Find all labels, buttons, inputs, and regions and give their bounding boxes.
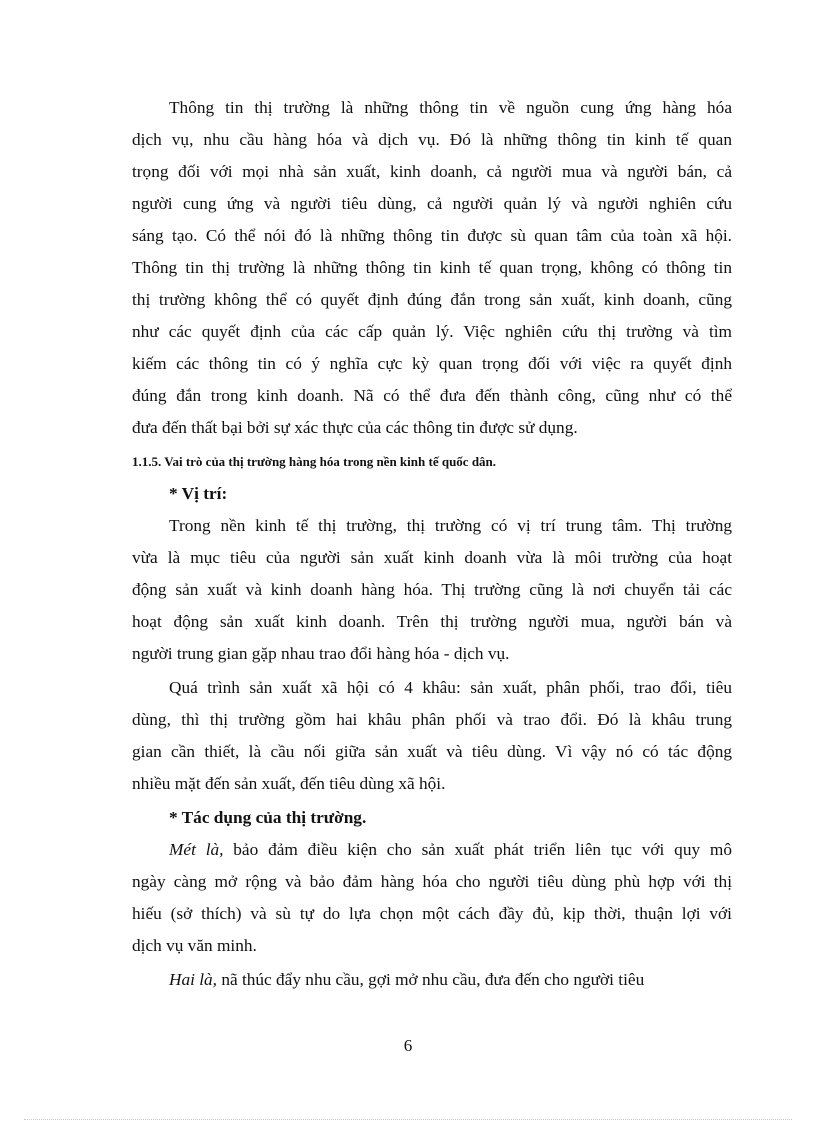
- text-line: như các quyết định của các cấp quản lý. Việc nghiên cứu thị trường và tìm: [132, 322, 732, 341]
- text-line: hoạt động sản xuất kinh doanh. Trên thị trường người mua, người bán và: [132, 612, 732, 631]
- text-line: Thông tin thị trường là những thông tin kinh tế quan trọng, không có thông tin: [132, 258, 732, 277]
- text-line: dịch vụ, nhu cầu hàng hóa và dịch vụ. Đó là những thông tin kinh tế quan: [132, 130, 732, 149]
- text-line: thị trường không thể có quyết định đúng đắn trong sản xuất, kinh doanh, cũng: [132, 290, 732, 309]
- text-line: nhiều mặt đến sản xuất, đến tiêu dùng xã hội.: [132, 774, 446, 793]
- text-line: vừa là mục tiêu của người sản xuất kinh doanh vừa là môi trường của hoạt: [132, 548, 732, 567]
- text-line: dịch vụ văn minh.: [132, 936, 257, 955]
- section-body: [132, 478, 732, 996]
- section-heading-1-1-5: 1.1.5. Vai trò của thị trường hàng hóa trong nền kinh tế quốc dân.: [132, 454, 497, 469]
- text-line: động sản xuất và kinh doanh hàng hóa. Thị trường cũng là nơi chuyển tải các: [132, 580, 732, 599]
- text-line: người cung ứng và người tiêu dùng, cả người quản lý và người nghiên cứu: [132, 194, 732, 213]
- paragraph-market-information: [132, 92, 732, 444]
- text-line: sáng tạo. Có thể nói đó là những thông tin được sù quan tâm của toàn xã hội.: [132, 226, 732, 245]
- line-rest: nã thúc đẩy nhu cầu, gợi mở nhu cầu, đưa đến cho người tiêu: [217, 970, 645, 989]
- text-line: Trong nền kinh tế thị trường, thị trường có vị trí trung tâm. Thị trường: [169, 516, 732, 535]
- page-bottom-divider: [24, 1119, 792, 1120]
- text-line: trọng đối với mọi nhà sản xuất, kinh doanh, cả người mua và người bán, cả: [132, 162, 732, 181]
- text-line: kiếm các thông tin có ý nghĩa cực kỳ quan trọng đối với việc ra quyết định: [132, 354, 732, 373]
- italic-lead: Hai là,: [169, 970, 218, 989]
- italic-lead: Mét là,: [169, 840, 224, 859]
- text-line: người trung gian gặp nhau trao đổi hàng hóa - dịch vụ.: [132, 644, 510, 663]
- text-line: Thông tin thị trường là những thông tin về nguồn cung ứng hàng hóa: [169, 98, 732, 117]
- text-line: [132, 964, 732, 996]
- text-line: gian cần thiết, là cầu nối giữa sản xuất và tiêu dùng. Vì vậy nó có tác động: [132, 742, 732, 761]
- text-line: đúng đắn trong kinh doanh. Nã có thể đưa đến thành công, cũng như có thể: [132, 386, 732, 405]
- page-number: 6: [403, 1036, 413, 1055]
- text-line: ngày càng mở rộng và bảo đảm hàng hóa cho người tiêu dùng phù hợp với thị: [132, 872, 732, 891]
- text-line: đưa đến thất bại bởi sự xác thực của các thông tin được sử dụng.: [132, 418, 578, 437]
- text-line: dùng, thì thị trường gồm hai khâu phân phối và trao đổi. Đó là khâu trung: [132, 710, 732, 729]
- text-line: Quá trình sản xuất xã hội có 4 khâu: sản xuất, phân phối, trao đổi, tiêu: [169, 678, 732, 697]
- text-line: [132, 834, 732, 866]
- subheading-vi-tri: * Vị trí:: [169, 484, 228, 503]
- subheading-tac-dung: * Tác dụng của thị trường.: [169, 808, 367, 827]
- text-line: hiếu (sở thích) và sù tự do lựa chọn một cách đầy đủ, kịp thời, thuận lợi với: [132, 904, 732, 923]
- line-rest: bảo đảm điều kiện cho sản xuất phát triển liên tục với quy mô: [223, 840, 733, 859]
